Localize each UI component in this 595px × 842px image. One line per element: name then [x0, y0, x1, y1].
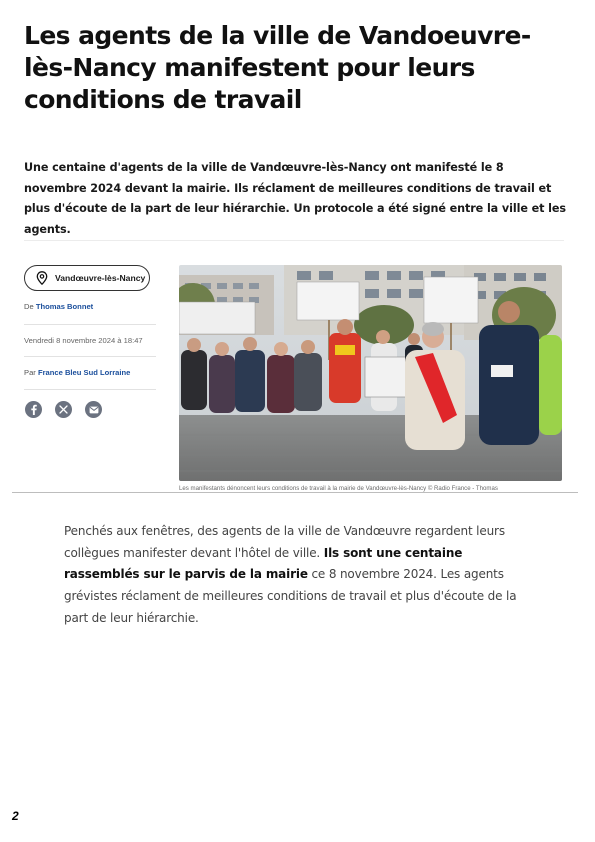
meta-divider: [24, 389, 156, 390]
source-link[interactable]: France Bleu Sud Lorraine: [37, 368, 131, 377]
divider: [24, 240, 564, 241]
share-mail-button[interactable]: [85, 401, 102, 418]
page-number: 2: [12, 809, 19, 823]
source-prefix: Par: [24, 368, 38, 377]
body-text-start: Penchés aux fenêtres, des agents de la ville de Vandœuvre regardent leurs collègues manifester devant l'hôtel de ville.: [64, 524, 505, 560]
body-text-bold: Ils sont une centaine rassemblés sur le parvis de la mairie: [64, 545, 463, 582]
location-tag-button[interactable]: [24, 265, 150, 291]
meta-divider: [24, 356, 156, 357]
facebook-icon: [29, 404, 38, 415]
location-tag-label: Vandœuvre-lès-Nancy: [55, 273, 146, 283]
location-pin-icon: [36, 271, 48, 285]
publish-date: Vendredi 8 novembre 2024 à 18:47: [24, 336, 143, 345]
share-x-button[interactable]: [55, 401, 72, 418]
share-facebook-button[interactable]: [25, 401, 42, 418]
article-chapo: Une centaine d'agents de la ville de Vandœuvre-lès-Nancy ont manifesté le 8 novembre 2024 devant la mairie. Ils réclament de meilleures conditions de travail et plus d'écoute de la part de leur hiérarchie. Un protocole a été signé entre la ville et les agents.: [24, 161, 566, 236]
x-icon: [59, 405, 68, 414]
mail-icon: [89, 406, 99, 414]
article-body-paragraph: [64, 521, 524, 630]
divider: [12, 492, 578, 493]
author-line: [24, 302, 93, 311]
article-photo: [179, 265, 562, 481]
body-text-end: ce 8 novembre 2024. Les agents grévistes réclament de meilleures conditions de travail et plus d'écoute de la part de leur hiérarchie.: [64, 567, 517, 625]
meta-divider: [24, 324, 156, 325]
author-prefix: De: [24, 302, 36, 311]
author-link[interactable]: Thomas Bonnet: [35, 302, 94, 311]
article-headline: Les agents de la ville de Vandoeuvre-lès-Nancy manifestent pour leurs conditions de travail: [24, 21, 531, 114]
source-line: [24, 368, 130, 377]
photo-caption: Les manifestants dénoncent leurs conditions de travail à la mairie de Vandœuvre-lès-Nancy © Radio France - Thomas: [179, 485, 498, 492]
